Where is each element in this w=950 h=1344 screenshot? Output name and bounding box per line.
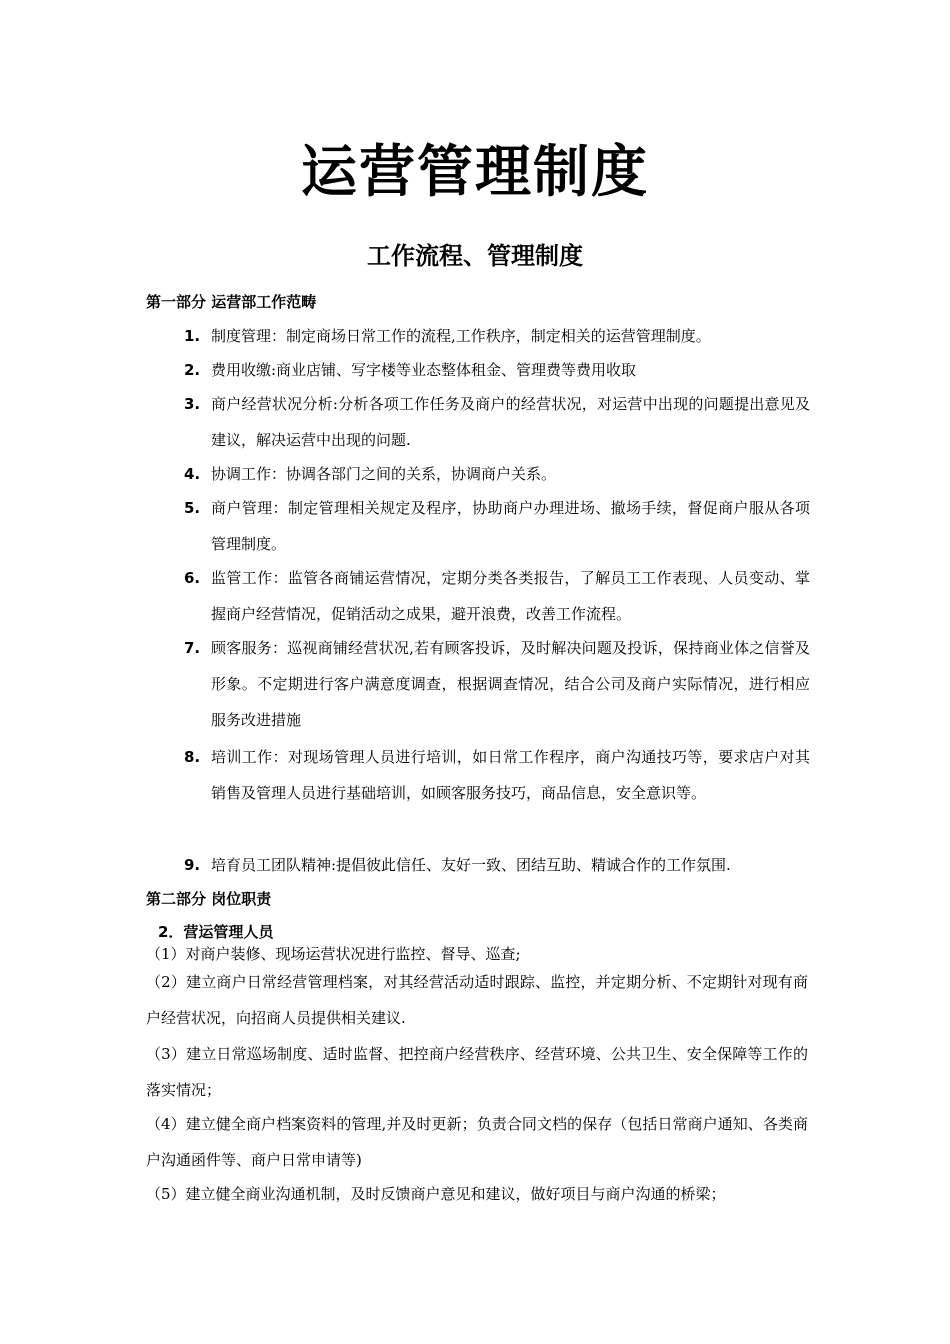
document-title: 运营管理制度 [301, 140, 649, 205]
part1-item-3 [184, 386, 810, 458]
part1-item-4 [184, 456, 810, 492]
item-text: 协调工作：协调各部门之间的关系，协调商户关系。 [211, 465, 557, 483]
item-text: 顾客服务：巡视商铺经营状况,若有顾客投诉，及时解决问题及投诉，保持商业体之信誉及形象。不定期进行客户满意度调查，根据调查情况，结合公司及商户实际情况，进行相应服务改进措施 [211, 639, 810, 729]
part2-paragraph-1: （1）对商户装修、现场运营状况进行监控、督导、巡查; [146, 945, 521, 963]
part1-item-1 [184, 318, 810, 354]
part2-paragraph-4: （4）建立健全商户档案资料的管理,并及时更新；负责合同文档的保存（包括日常商户通知、各类商户沟通函件等、商户日常申请等) [146, 1115, 808, 1169]
item-text: 制度管理：制定商场日常工作的流程,工作秩序，制定相关的运营管理制度。 [211, 327, 711, 345]
item-number: 6. [184, 569, 201, 587]
item-text: 培育员工团队精神:提倡彼此信任、友好一致、团结互助、精诚合作的工作氛围. [211, 856, 731, 874]
item-number: 1. [184, 327, 201, 345]
item-number: 9. [184, 856, 201, 874]
item-number: 8. [184, 748, 201, 766]
item-number: 3. [184, 395, 201, 413]
part1-item-6 [184, 560, 810, 632]
item-number: 5. [184, 499, 201, 517]
part2-heading: 第二部分 岗位职责 [146, 890, 272, 908]
item-text: 费用收缴:商业店铺、写字楼等业态整体租金、管理费等费用收取 [211, 361, 637, 379]
part2-paragraph-3: （3）建立日常巡场制度、适时监督、把控商户经营秩序、经营环境、公共卫生、安全保障等工作的落实情况； [146, 1045, 808, 1099]
document-subtitle: 工作流程、管理制度 [367, 242, 583, 270]
part1-item-7 [184, 630, 810, 738]
item-text: 培训工作：对现场管理人员进行培训，如日常工作程序，商户沟通技巧等，要求店户对其销售及管理人员进行基础培训，如顾客服务技巧，商品信息，安全意识等。 [211, 748, 810, 802]
item-text: 商户管理：制定管理相关规定及程序，协助商户办理进场、撤场手续，督促商户服从各项管理制度。 [211, 499, 810, 553]
item-number: 7. [184, 639, 201, 657]
part2-paragraph-5: （5）建立健全商业沟通机制，及时反馈商户意见和建议，做好项目与商户沟通的桥梁； [146, 1185, 726, 1203]
item-text: 监管工作：监管各商铺运营情况，定期分类各类报告，了解员工工作表现、人员变动、掌握商户经营情况，促销活动之成果，避开浪费，改善工作流程。 [211, 569, 810, 623]
part1-item-2 [184, 352, 810, 388]
part1-heading: 第一部分 运营部工作范畴 [146, 293, 317, 311]
item-number: 4. [184, 465, 201, 483]
part2-paragraph-2: （2）建立商户日常经营管理档案，对其经营活动适时跟踪、监控，并定期分析、不定期针对现有商户经营状况，向招商人员提供相关建议. [146, 973, 808, 1027]
part2-subheading: 2．营运管理人员 [158, 923, 274, 941]
part1-item-8 [184, 739, 810, 811]
item-number: 2. [184, 361, 201, 379]
part1-item-9 [184, 847, 810, 883]
item-text: 商户经营状况分析:分析各项工作任务及商户的经营状况，对运营中出现的问题提出意见及建议，解决运营中出现的问题. [211, 395, 810, 449]
part1-item-5 [184, 490, 810, 562]
